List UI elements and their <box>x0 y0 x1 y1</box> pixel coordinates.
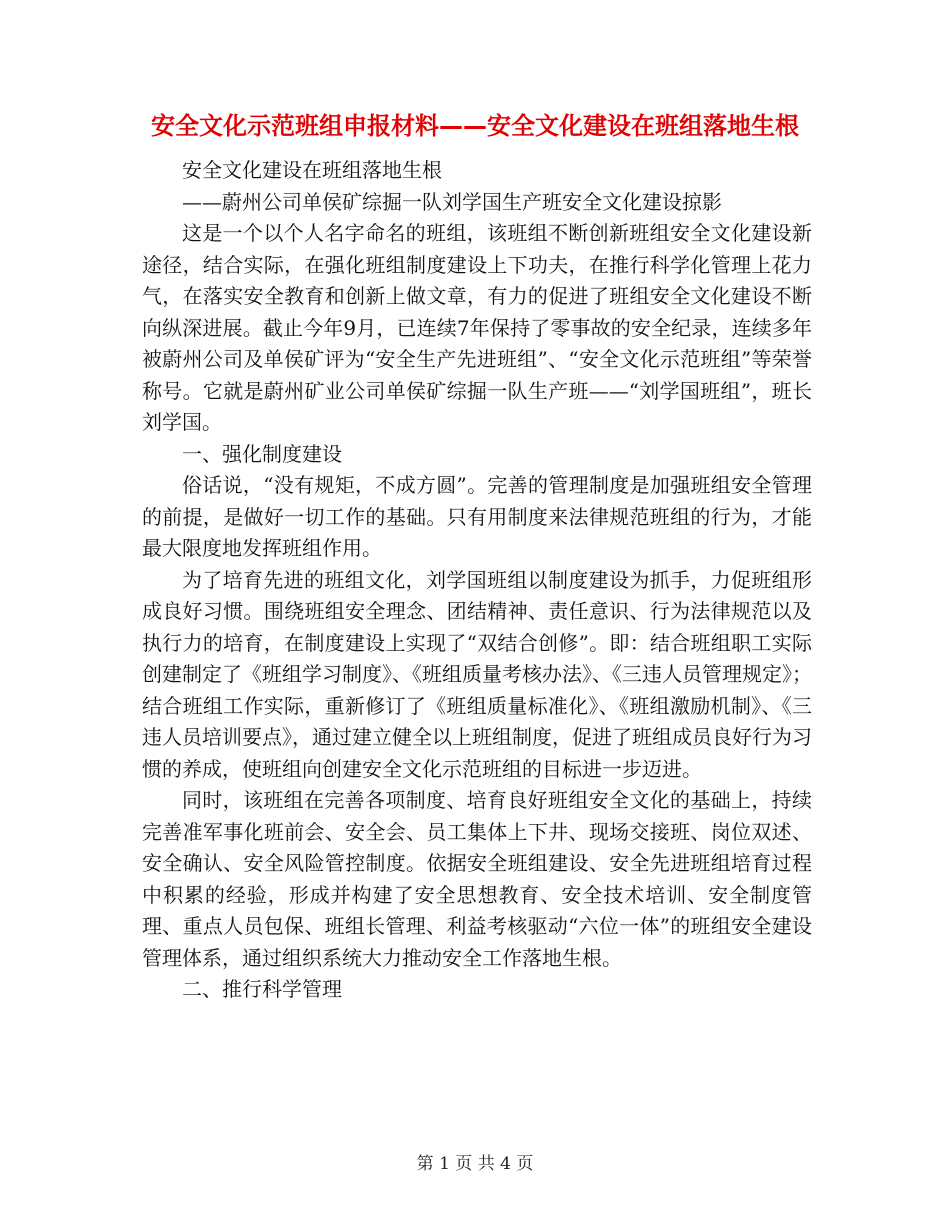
page-number-footer: 第 1 页 共 4 页 <box>416 1154 534 1174</box>
body-paragraph-2: 为了培育先进的班组文化，刘学国班组以制度建设为抓手，力促班组形成良好习惯。围绕班组安全理念、团结精神、责任意识、行为法律规范以及执行力的培育，在制度建设上实现了“双结合创修”。即：结合班组职工实际创建制定了《班组学习制度》、《班组质量考核办法》、《三违人员管理规定》；结合班组工作实际，重新修订了《班组质量标准化》、《班组激励机制》、《三违人员培训要点》，通过建立健全以上班组制度，促进了班组成员良好行为习惯的养成，使班组向创建安全文化示范班组的目标进一步迈进。 <box>142 567 812 781</box>
byline-paragraph: ——蔚州公司单侯矿综掘一队刘学国生产班安全文化建设掠影 <box>182 189 722 214</box>
body-paragraph-1: 俗话说，“没有规矩，不成方圆”。完善的管理制度是加强班组安全管理的前提，是做好一切工作的基础。只有用制度来法律规范班组的行为，才能最大限度地发挥班组作用。 <box>142 473 812 560</box>
subtitle-paragraph: 安全文化建设在班组落地生根 <box>182 158 442 182</box>
section-heading-1: 一、强化制度建设 <box>182 441 342 466</box>
body-paragraph-3: 同时，该班组在完善各项制度、培育良好班组安全文化的基础上，持续完善准军事化班前会、安全会、员工集体上下井、现场交接班、岗位双述、安全确认、安全风险管控制度。依据安全班组建设、安全先进班组培育过程中积累的经验，形成并构建了安全思想教育、安全技术培训、安全制度管理、重点人员包保、班组长管理、利益考核驱动“六位一体”的班组安全建设管理体系，通过组织系统大力推动安全工作落地生根。 <box>142 788 812 970</box>
intro-paragraph: 这是一个以个人名字命名的班组，该班组不断创新班组安全文化建设新途径，结合实际，在强化班组制度建设上下功夫，在推行科学化管理上花力气，在落实安全教育和创新上做文章，有力的促进了班组安全文化建设不断向纵深进展。截止今年9月，已连续7年保持了零事故的安全纪录，连续多年被蔚州公司及单侯矿评为“安全生产先进班组”、“安全文化示范班组”等荣誉称号。它就是蔚州矿业公司单侯矿综掘一队生产班——“刘学国班组”，班长刘学国。 <box>142 221 812 434</box>
document-title: 安全文化示范班组申报材料——安全文化建设在班组落地生根 <box>151 112 799 140</box>
document-body <box>142 155 812 1006</box>
section-heading-2: 二、推行科学管理 <box>182 977 342 1001</box>
